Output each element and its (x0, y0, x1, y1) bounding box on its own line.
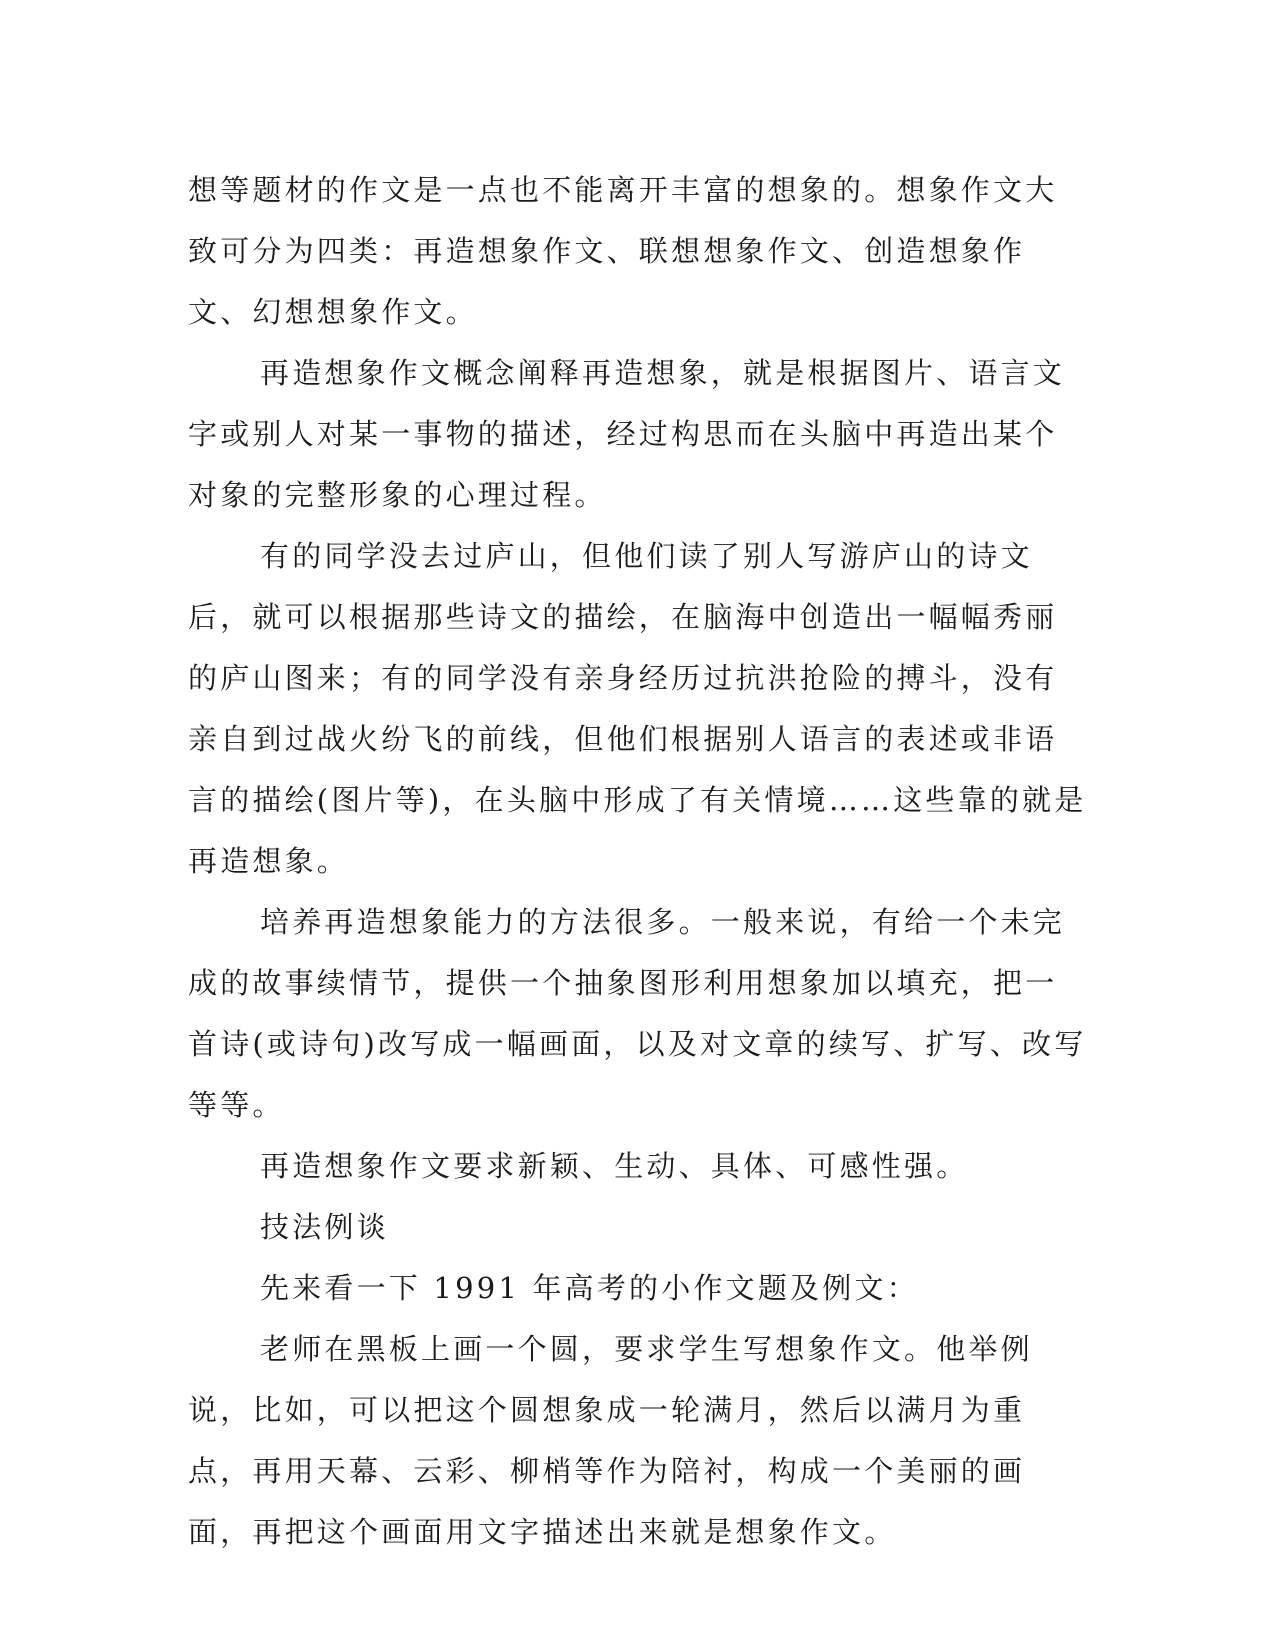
paragraph-5: 再造想象作文要求新颖、生动、具体、可感性强。 (260, 1149, 969, 1183)
document-body (188, 160, 1088, 1563)
paragraph-4: 培养再造想象能力的方法很多。一般来说，有给一个未完成的故事续情节，提供一个抽象图形利用想象加以填充，把一首诗(或诗句)改写成一幅画面，以及对文章的续写、扩写、改写等等。 (188, 905, 1087, 1122)
paragraph-1: 想等题材的作文是一点也不能离开丰富的想象的。想象作文大致可分为四类：再造想象作文、联想想象作文、创造想象作文、幻想想象作文。 (188, 173, 1058, 329)
paragraph-7: 先来看一下 1991 年高考的小作文题及例文： (260, 1271, 919, 1305)
paragraph-2: 再造想象作文概念阐释再造想象，就是根据图片、语言文字或别人对某一事物的描述，经过构思而在头脑中再造出某个对象的完整形象的心理过程。 (188, 356, 1066, 512)
paragraph-3: 有的同学没去过庐山，但他们读了别人写游庐山的诗文后，就可以根据那些诗文的描绘，在脑海中创造出一幅幅秀丽的庐山图来；有的同学没有亲身经历过抗洪抢险的搏斗，没有亲自到过战火纷飞的前线，但他们根据别人语言的表述或非语言的描绘(图片等)，在头脑中形成了有关情境……这些靠的就是再造想象。 (188, 539, 1087, 878)
section-heading: 技法例谈 (260, 1210, 389, 1244)
paragraph-8: 老师在黑板上画一个圆，要求学生写想象作文。他举例说，比如，可以把这个圆想象成一轮满月，然后以满月为重点，再用天幕、云彩、柳梢等作为陪衬，构成一个美丽的画面，再把这个画面用文字描述出来就是想象作文。 (188, 1332, 1033, 1549)
